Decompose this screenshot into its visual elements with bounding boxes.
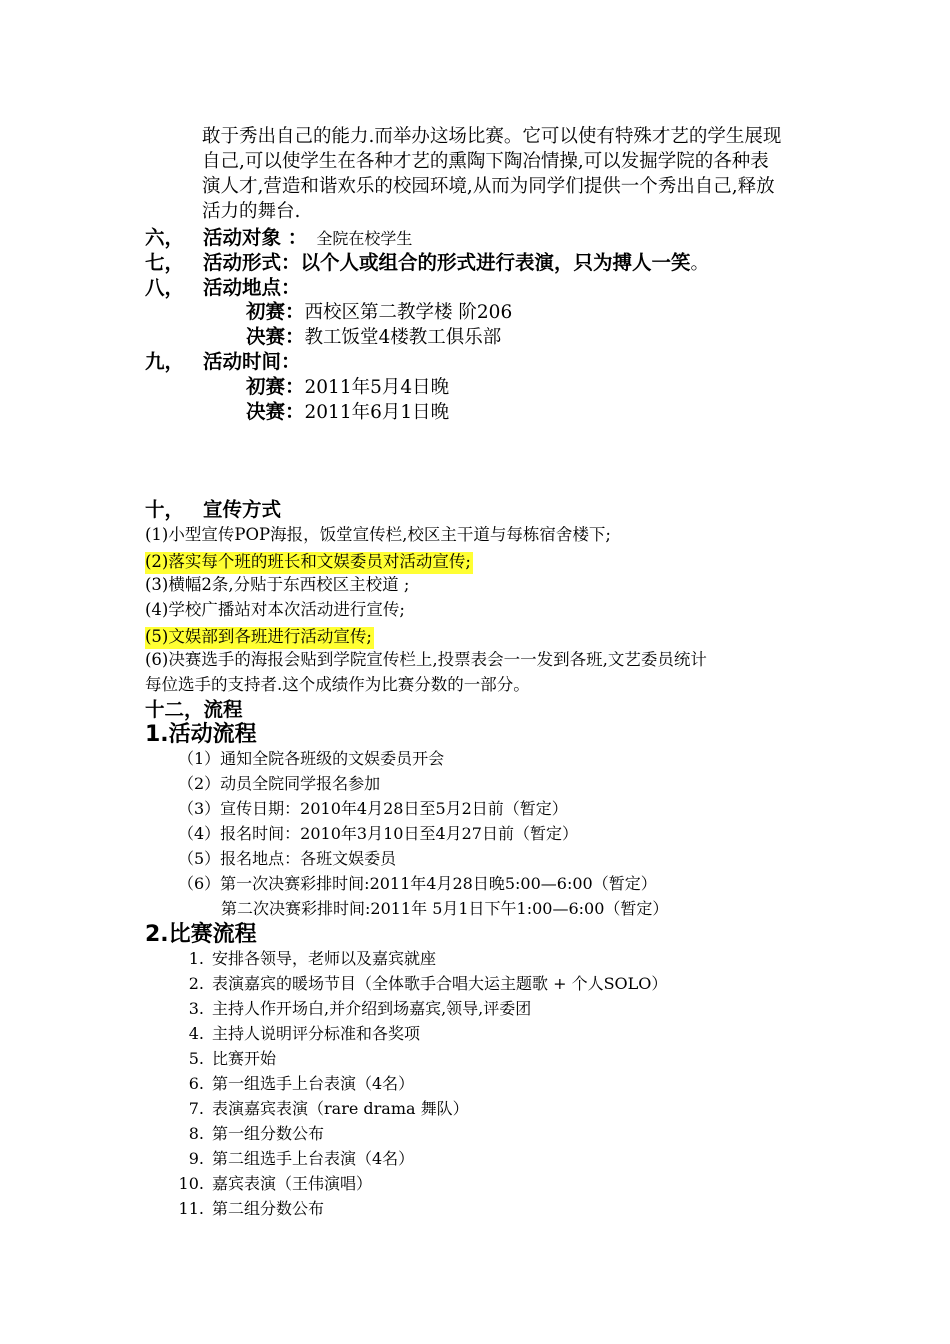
section-8-item-2-label: 决赛： bbox=[246, 325, 305, 348]
promo-item-1: (1)小型宣传POP海报，饭堂宣传栏,校区主干道与每栋宿舍楼下; bbox=[145, 525, 611, 544]
step-number: 9. bbox=[188, 1149, 204, 1168]
competition-step bbox=[164, 1076, 414, 1092]
section-7-label: 活动形式： bbox=[203, 251, 301, 274]
intro-line-2: 自己,可以使学生在各种才艺的熏陶下陶冶情操,可以发掘学院的各种表 bbox=[202, 151, 769, 172]
section-8-number: 八， bbox=[145, 276, 185, 299]
section-9-item-2-label: 决赛： bbox=[246, 400, 305, 423]
intro-line-3: 演人才,营造和谐欢乐的校园环境,从而为同学们提供一个秀出自己,释放 bbox=[202, 176, 775, 197]
step-text: 第二组分数公布 bbox=[212, 1199, 325, 1218]
competition-step bbox=[164, 1151, 414, 1167]
section-7-number: 七， bbox=[145, 251, 185, 274]
activity-item-5: （5）报名地点：各班文娱委员 bbox=[178, 849, 397, 868]
competition-step bbox=[164, 976, 667, 992]
section-9-item-2 bbox=[246, 402, 449, 423]
step-text: 主持人作开场白,并介绍到场嘉宾,领导,评委团 bbox=[212, 999, 532, 1018]
competition-step bbox=[164, 1176, 372, 1192]
step-number: 3. bbox=[188, 999, 204, 1018]
step-number: 8. bbox=[188, 1124, 204, 1143]
section-10 bbox=[145, 500, 281, 520]
section-12-title: 十二，流程 bbox=[145, 698, 243, 721]
section-8-label: 活动地点： bbox=[203, 276, 301, 299]
section-9-item-1 bbox=[246, 377, 449, 398]
promo-item-2-highlighted: (2)落实每个班的班长和文娱委员对活动宣传; bbox=[145, 552, 473, 574]
step-number: 4. bbox=[188, 1024, 204, 1043]
activity-flow-heading: 1.活动流程 bbox=[145, 722, 257, 747]
promo-item-4: (4)学校广播站对本次活动进行宣传; bbox=[145, 600, 405, 619]
competition-step bbox=[164, 1126, 324, 1142]
section-9-item-1-label: 初赛： bbox=[246, 375, 305, 398]
competition-step bbox=[164, 951, 436, 967]
intro-line-4: 活力的舞台. bbox=[202, 201, 301, 222]
section-7-tail: 。 bbox=[690, 253, 710, 274]
activity-item-6: （6）第一次决赛彩排时间:2011年4月28日晚5:00—6:00（暂定） bbox=[178, 874, 657, 893]
section-9-number: 九， bbox=[145, 350, 185, 373]
step-number: 11. bbox=[178, 1199, 204, 1218]
section-6-number: 六， bbox=[145, 226, 185, 249]
promo-item-5-highlighted: (5)文娱部到各班进行活动宣传; bbox=[145, 627, 374, 649]
activity-item-4: （4）报名时间：2010年3月10日至4月27日前（暂定） bbox=[178, 824, 578, 843]
step-text: 表演嘉宾的暖场节目（全体歌手合唱大运主题歌 + 个人SOLO） bbox=[212, 974, 668, 993]
step-number: 5. bbox=[188, 1049, 204, 1068]
activity-item-2: （2）动员全院同学报名参加 bbox=[178, 774, 381, 793]
step-text: 第二组选手上台表演（4名） bbox=[212, 1149, 415, 1168]
competition-step bbox=[164, 1026, 420, 1042]
section-8-item-2-value: 教工饭堂4楼教工俱乐部 bbox=[304, 327, 502, 348]
section-9-item-2-value: 2011年6月1日晚 bbox=[304, 402, 450, 423]
promo-item-6: (6)决赛选手的海报会贴到学院宣传栏上,投票表会一一发到各班,文艺委员统计 bbox=[145, 650, 707, 669]
step-text: 嘉宾表演（王伟演唱） bbox=[212, 1174, 373, 1193]
step-number: 7. bbox=[188, 1099, 204, 1118]
section-6-value: 全院在校学生 bbox=[316, 229, 413, 248]
competition-step bbox=[164, 1001, 531, 1017]
step-number: 2. bbox=[188, 974, 204, 993]
step-number: 1. bbox=[188, 949, 204, 968]
section-6-label: 活动对象 ： bbox=[203, 226, 308, 249]
section-7 bbox=[145, 253, 709, 274]
activity-item-1: （1）通知全院各班级的文娱委员开会 bbox=[178, 749, 445, 768]
section-10-number: 十， bbox=[145, 498, 185, 521]
section-9-item-1-value: 2011年5月4日晚 bbox=[304, 377, 450, 398]
step-text: 主持人说明评分标准和各奖项 bbox=[212, 1024, 421, 1043]
competition-step bbox=[164, 1101, 469, 1117]
promo-item-3: (3)横幅2条,分贴于东西校区主校道 ; bbox=[145, 575, 410, 594]
section-8-item-1-label: 初赛： bbox=[246, 300, 305, 323]
section-8 bbox=[145, 278, 301, 298]
section-8-item-1-value: 西校区第二教学楼 阶206 bbox=[304, 302, 513, 323]
step-text: 比赛开始 bbox=[212, 1049, 277, 1068]
section-8-item-2 bbox=[246, 327, 501, 348]
activity-item-6-continued: 第二次决赛彩排时间:2011年 5月1日下午1:00—6:00（暂定） bbox=[221, 899, 669, 918]
competition-step bbox=[164, 1201, 324, 1217]
competition-flow-heading: 2.比赛流程 bbox=[145, 922, 257, 947]
step-number: 6. bbox=[188, 1074, 204, 1093]
section-6 bbox=[145, 228, 412, 248]
step-text: 第一组选手上台表演（4名） bbox=[212, 1074, 415, 1093]
step-number: 10. bbox=[178, 1174, 204, 1193]
competition-step bbox=[164, 1051, 276, 1067]
step-text: 安排各领导，老师以及嘉宾就座 bbox=[212, 949, 437, 968]
step-text: 表演嘉宾表演（rare drama 舞队） bbox=[212, 1099, 469, 1118]
activity-item-3: （3）宣传日期：2010年4月28日至5月2日前（暂定） bbox=[178, 799, 568, 818]
section-9 bbox=[145, 352, 301, 372]
section-10-label: 宣传方式 bbox=[203, 498, 282, 521]
section-9-label: 活动时间： bbox=[203, 350, 301, 373]
section-7-value: 以个人或组合的形式进行表演，只为搏人一笑 bbox=[300, 251, 691, 274]
step-text: 第一组分数公布 bbox=[212, 1124, 325, 1143]
promo-item-6-continued: 每位选手的支持者.这个成绩作为比赛分数的一部分。 bbox=[145, 675, 530, 694]
section-8-item-1 bbox=[246, 302, 512, 323]
intro-line-1: 敢于秀出自己的能力.而举办这场比赛。它可以使有特殊才艺的学生展现 bbox=[202, 126, 782, 147]
